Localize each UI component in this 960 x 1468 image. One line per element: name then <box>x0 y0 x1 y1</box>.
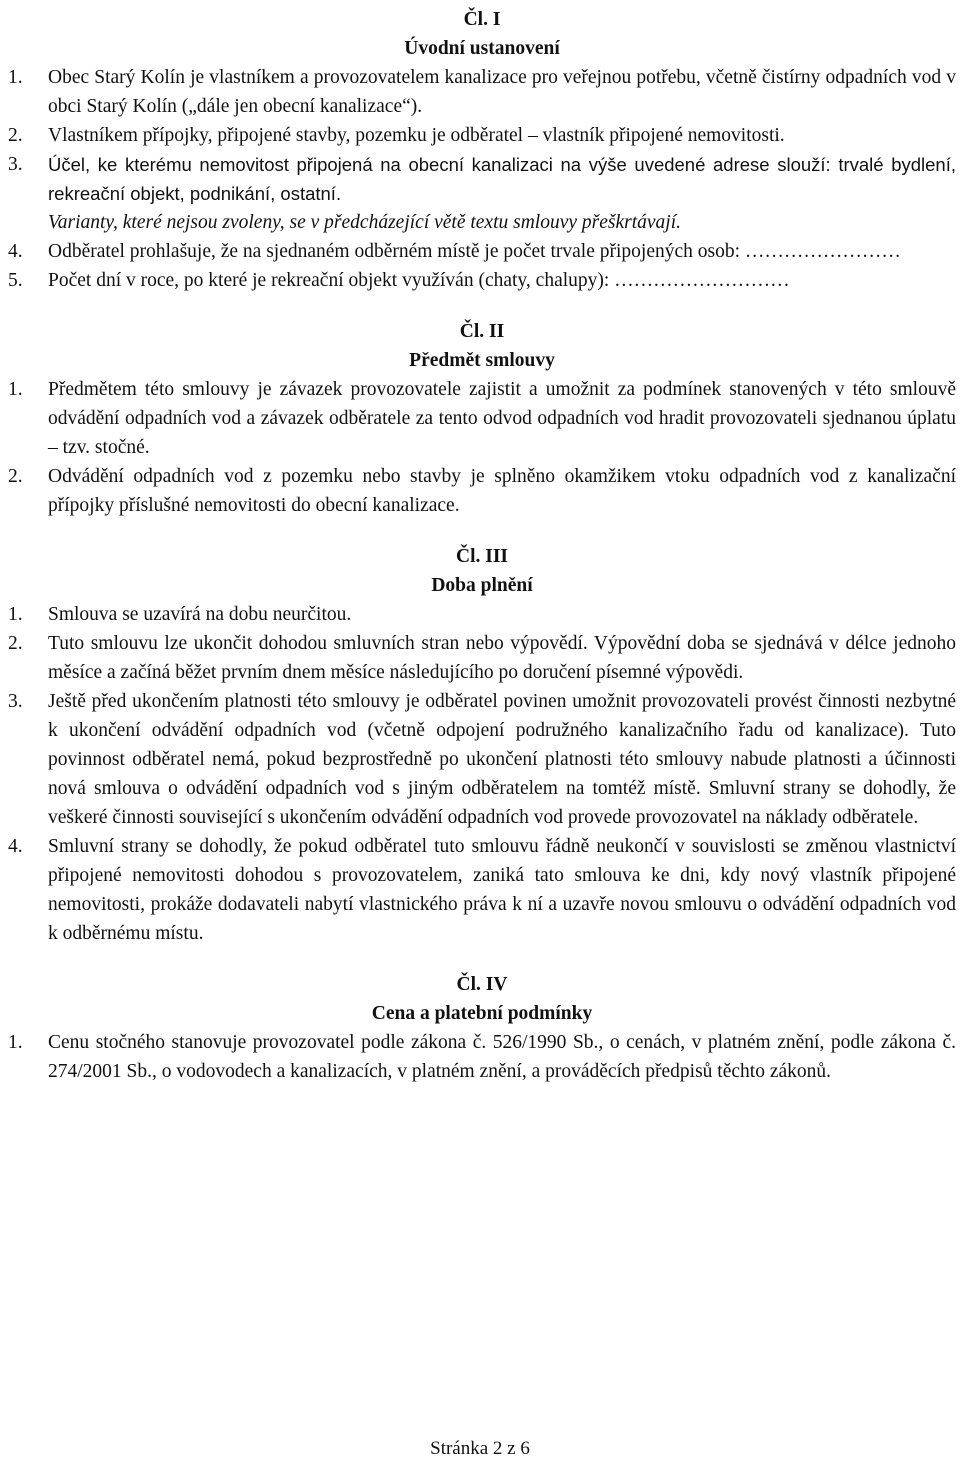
section-title: Cena a platební podmínky <box>371 1003 593 1024</box>
item-text: Účel, ke kterému nemovitost připojená na obecní kanalizaci na výše uvedené adrese slouží: trvalé bydlení, rekreační objekt, podnikání, ostatní. <box>48 154 956 204</box>
list-item <box>8 832 956 948</box>
item-number: 2. <box>8 466 23 487</box>
section-title: Úvodní ustanovení <box>404 38 560 59</box>
list-item <box>8 63 956 121</box>
item-number: 1. <box>8 67 23 88</box>
list-item <box>8 629 956 687</box>
list-item <box>8 121 956 150</box>
section-spacer <box>8 520 956 542</box>
item-text: Odběratel prohlašuje, že na sjednaném odběrném místě je počet trvale připojených osob: …………………… <box>48 241 901 262</box>
item-number: 3. <box>8 691 23 712</box>
item-text: Obec Starý Kolín je vlastníkem a provozovatelem kanalizace pro veřejnou potřebu, včetně čistírny odpadních vod v obci Starý Kolín („dále jen obecní kanalizace“). <box>48 67 956 117</box>
item-text: Počet dní v roce, po které je rekreační objekt využíván (chaty, chalupy): ……………………… <box>48 270 790 291</box>
item-number: 2. <box>8 633 23 654</box>
section-title: Doba plnění <box>431 575 533 596</box>
list-item <box>8 237 956 266</box>
section-3 <box>8 542 956 948</box>
item-number: 4. <box>8 241 23 262</box>
item-number: 1. <box>8 604 23 625</box>
item-number: 1. <box>8 379 23 400</box>
item-text: Odvádění odpadních vod z pozemku nebo stavby je splněno okamžikem vtoku odpadních vod z kanalizační přípojky příslušné nemovitosti do obecní kanalizace. <box>48 466 956 516</box>
item-number: 2. <box>8 125 23 146</box>
list-item <box>8 687 956 832</box>
section-list-continued <box>8 237 956 295</box>
item-number: 3. <box>8 154 23 175</box>
item-number: 5. <box>8 270 23 291</box>
section-4 <box>8 970 956 1086</box>
item-text: Cenu stočného stanovuje provozovatel podle zákona č. 526/1990 Sb., o cenách, v platném znění, podle zákona č. 274/2001 Sb., o vodovodech a kanalizacích, v platném znění, a prováděcích předpisů těchto zákonů. <box>48 1032 956 1082</box>
list-item <box>8 375 956 462</box>
section-title: Předmět smlouvy <box>409 350 555 371</box>
section-number: Čl. I <box>463 9 501 30</box>
page-footer: Stránka 2 z 6 <box>430 1438 530 1459</box>
section-number: Čl. III <box>455 546 509 567</box>
section-spacer <box>8 948 956 970</box>
list-item <box>8 462 956 520</box>
item-number: 4. <box>8 836 23 857</box>
italic-note: Varianty, které nejsou zvoleny, se v předcházející větě textu smlouvy přeškrtávají. <box>48 212 682 233</box>
list-item <box>8 600 956 629</box>
document-page <box>8 0 956 1086</box>
section-spacer <box>8 295 956 317</box>
section-list <box>8 63 956 208</box>
item-text: Smluvní strany se dohodly, že pokud odběratel tuto smlouvu řádně neukončí v souvislosti se změnou vlastnictví připojené nemovitosti dohodou s provozovatelem, zaniká tato smlouva ke dni, kdy nový vlastník připojené nemovitosti, prokáže dodavateli nabytí vlastnického práva k ní a uzavře novou smlouvu o odvádění odpadních vod k odběrnému místu. <box>48 836 956 944</box>
list-item <box>8 266 956 295</box>
item-text: Předmětem této smlouvy je závazek provozovatele zajistit a umožnit za podmínek stanovených v této smlouvě odvádění odpadních vod a závazek odběratele za tento odvod odpadních vod hradit provozovateli sjednanou úplatu – tzv. stočné. <box>48 379 956 458</box>
section-number: Čl. II <box>459 321 505 342</box>
item-number: 1. <box>8 1032 23 1053</box>
list-item <box>8 150 956 208</box>
item-text: Vlastníkem přípojky, připojené stavby, pozemku je odběratel – vlastník připojené nemovitosti. <box>48 125 785 146</box>
section-list <box>8 375 956 520</box>
section-list <box>8 600 956 948</box>
item-text: Ještě před ukončením platnosti této smlouvy je odběratel povinen umožnit provozovateli provést činnosti nezbytné k ukončení odvádění odpadních vod (včetně odpojení podružného kanalizačního řadu od kanalizace). Tuto povinnost odběratel nemá, pokud bezprostředně po ukončení platnosti této smlouvy nabude platnosti a účinnosti nová smlouva o odvádění odpadních vod s jiným odběratelem na tomtéž místě. Smluvní strany se dohodly, že veškeré činnosti související s ukončením odvádění odpadních vod provede provozovatel na náklady odběratele. <box>48 691 956 828</box>
section-2 <box>8 317 956 520</box>
section-1 <box>8 0 956 295</box>
section-number: Čl. IV <box>456 974 508 995</box>
item-text: Tuto smlouvu lze ukončit dohodou smluvních stran nebo výpovědí. Výpovědní doba se sjednává v délce jednoho měsíce a začíná běžet prvním dnem měsíce následujícího po doručení písemné výpovědi. <box>48 633 956 683</box>
list-item <box>8 1028 956 1086</box>
item-text: Smlouva se uzavírá na dobu neurčitou. <box>48 604 352 625</box>
section-list <box>8 1028 956 1086</box>
